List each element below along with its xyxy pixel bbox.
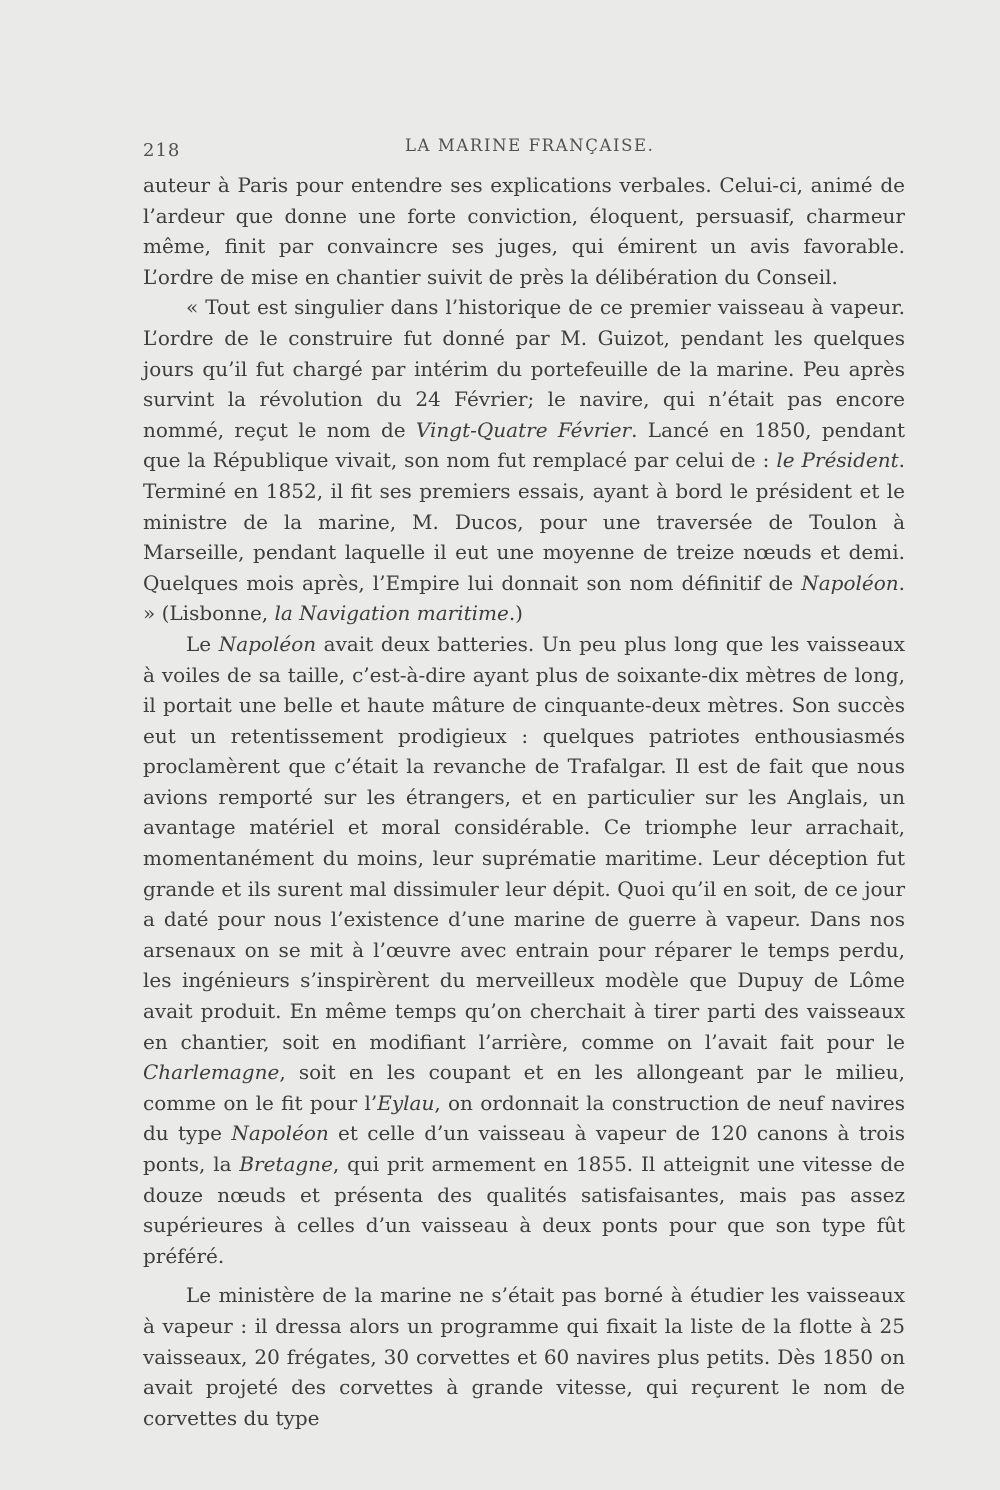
paragraph bbox=[143, 292, 905, 629]
paragraph bbox=[143, 170, 905, 292]
text-run: , soit en les coupant et en les allongeant par le milieu, comme on le fit pour l’ bbox=[143, 1060, 905, 1115]
text-run: .) bbox=[508, 601, 523, 626]
italic-term: Napoléon bbox=[801, 570, 899, 595]
text-run: Le ministère de la marine ne s’était pas borné à étudier les vaisseaux à vapeur : il dressa alors un programme qui fixait la liste de la flotte à 25 vaisseaux, 20 frégates, 30 corvettes et 60 navires plus petits. Dès 1850 on avait projeté des corvettes à grande vitesse, qui reçurent le nom de corvettes du type bbox=[143, 1283, 905, 1430]
italic-term: Napoléon bbox=[218, 631, 317, 656]
italic-term: Eylau bbox=[377, 1090, 435, 1115]
italic-term: Bretagne bbox=[239, 1152, 333, 1176]
italic-term: le Président bbox=[776, 448, 899, 473]
text-run: . Terminé en 1852, il fit ses premiers essais, ayant à bord le président et le ministre de la marine, M. Ducos, pour une traversée de Toulon à Marseille, pendant laquelle il eut une moyenne de treize nœuds et demi. Quelques mois après, l’Empire lui donnait son nom définitif de bbox=[143, 448, 905, 595]
text-run: « Tout est singulier dans l’historique de ce premier vaisseau à vapeur. L’ordre de le construire fut donné par M. Guizot, pendant les quelques jours qu’il fut chargé par intérim du portefeuille de la marine. Peu après survint la révolution du 24 Février; le navire, qui n’était pas encore nommé, reçut le nom de bbox=[143, 295, 905, 442]
body-text bbox=[143, 170, 905, 1433]
italic-term: Vingt-Quatre Février bbox=[415, 417, 632, 442]
text-run: avait deux batteries. Un peu plus long que les vaisseaux à voiles de sa taille, c’est-à-dire ayant plus de soixante-dix mètres de long, il portait une belle et haute mâture de cinquante-deux mètres. Son succès eut un retentissement prodigieux : quelques patriotes enthousiasmés proclamèrent que c’était la revanche de Trafalgar. Il est de fait que nous avions remporté sur les étrangers, et en particulier sur les Anglais, un avantage matériel et moral considérable. Ce triomphe leur arrachait, momentanément du moins, leur suprématie maritime. Leur déception fut grande et ils surent mal dissimuler leur dépit. Quoi qu’il en soit, de ce jour a daté pour nous l’existence d’une marine de guerre à vapeur. Dans nos arsenaux on se mit à l’œuvre avec entrain pour réparer le temps perdu, les ingénieurs s’inspirèrent du merveilleux modèle que Dupuy de Lôme avait produit. En même temps qu’on cherchait à tirer parti des vaisseaux en chantier, soit en modifiant l’arrière, comme on l’avait fait pour le bbox=[143, 631, 905, 1054]
page-number: 218 bbox=[143, 140, 181, 161]
italic-term: Napoléon bbox=[231, 1121, 329, 1146]
text-run: , qui prit armement en 1855. Il atteignit une vitesse de douze nœuds et présenta des qualités satisfaisantes, mais pas assez supérieures à celles d’un vaisseau à deux ponts pour que son type fût préféré. bbox=[143, 1152, 905, 1268]
italic-term: Charlemagne bbox=[143, 1060, 280, 1085]
text-run: , on ordonnait la construction de neuf navires du type bbox=[143, 1090, 905, 1146]
paragraph bbox=[143, 629, 905, 1271]
text-run: auteur à Paris pour entendre ses explications verbales. Celui-ci, animé de l’ardeur que donne une forte conviction, éloquent, persuasif, charmeur même, finit par convaincre ses juges, qui émirent un avis favorable. L’ordre de mise en chantier suivit de près la délibération du Conseil. bbox=[143, 173, 905, 289]
italic-term: la Navigation maritime bbox=[274, 601, 509, 626]
text-run: . » (Lisbonne, bbox=[143, 570, 905, 626]
text-run: Le bbox=[186, 631, 219, 656]
page-header bbox=[143, 132, 905, 162]
running-head: LA MARINE FRANÇAISE. bbox=[405, 136, 655, 155]
text-run: et celle d’un vaisseau à vapeur de 120 canons à trois ponts, la bbox=[143, 1121, 905, 1176]
paragraph bbox=[143, 1280, 905, 1433]
text-run: . Lancé en 1850, pendant que la République vivait, son nom fut remplacé par celui de : bbox=[143, 417, 906, 473]
